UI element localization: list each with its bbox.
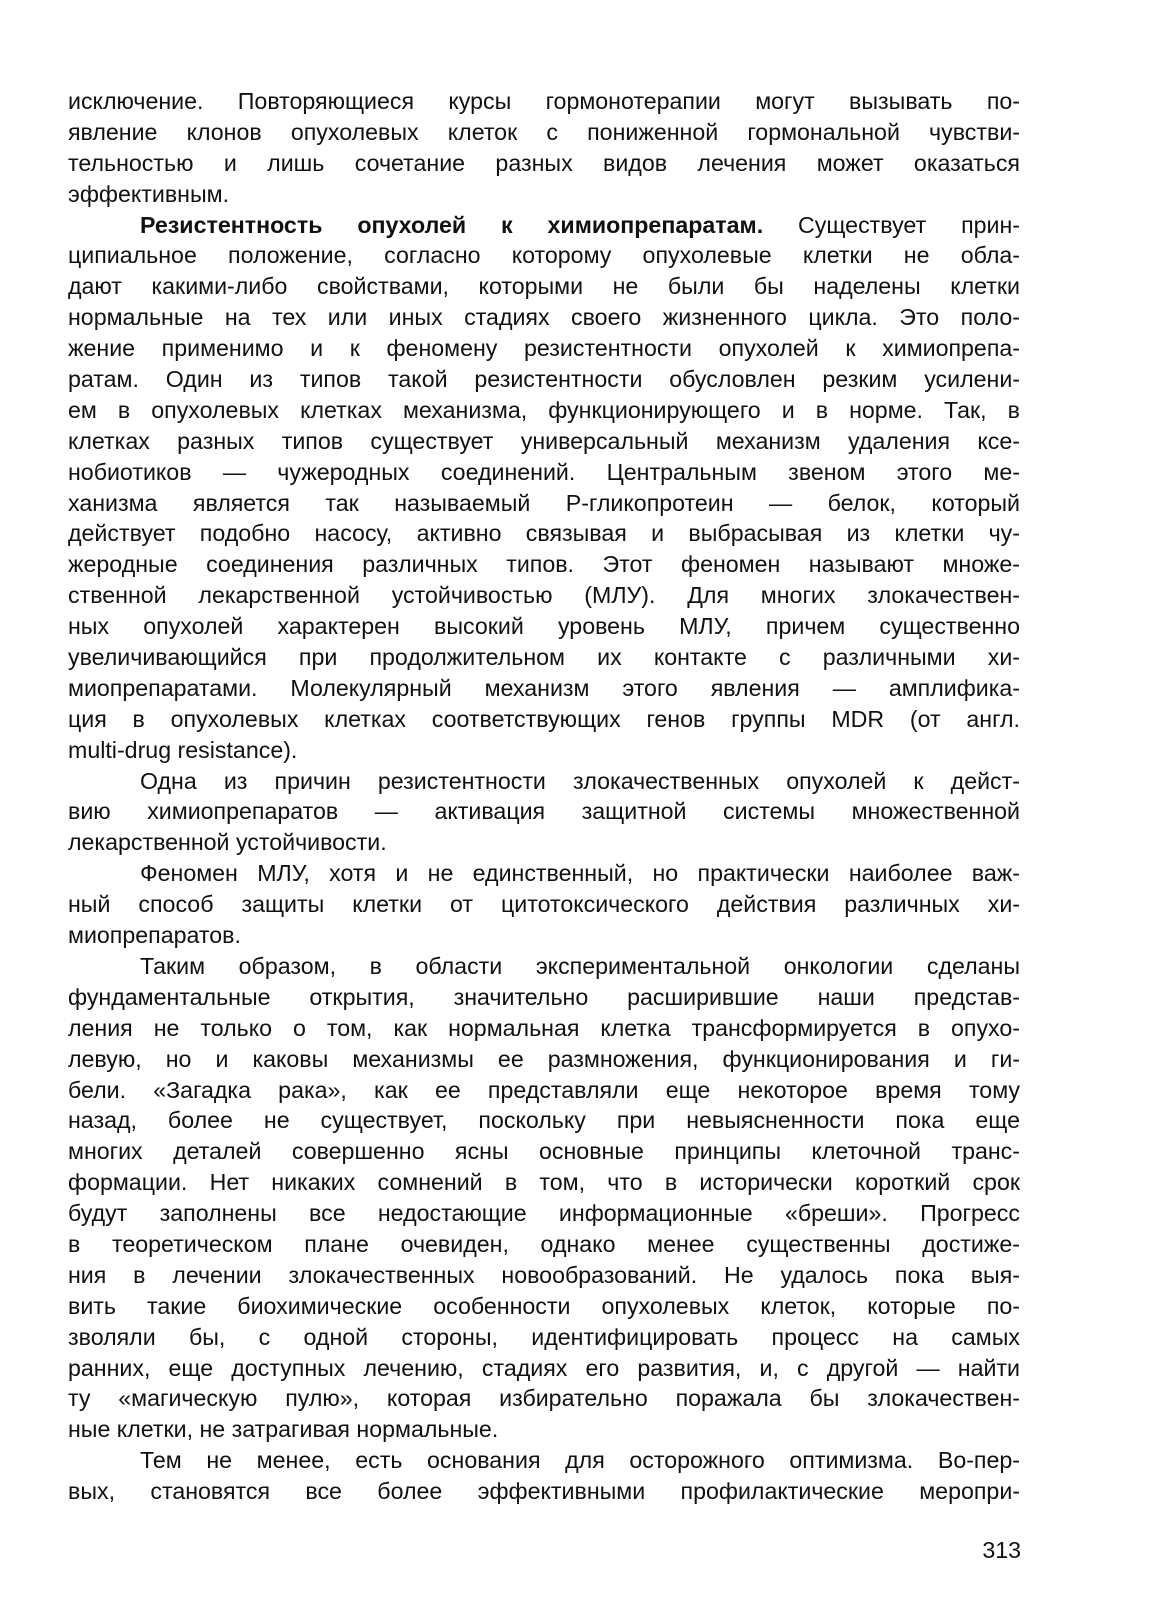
text-line: ственной лекарственной устойчивостью (МЛУ). Для многих злокачествен- (68, 582, 1020, 609)
text-line: фундаментальные открытия, значительно расширившие наши представ- (68, 983, 1020, 1010)
text-line: увеличивающийся при продолжительном их контакте с различными хи- (68, 644, 1020, 671)
text-line: ципиальное положение, согласно которому опухолевые клетки не обла- (68, 242, 1020, 269)
text-line: будут заполнены все недостающие информационные «бреши». Прогресс (68, 1200, 1020, 1227)
text-line: миопрепаратами. Молекулярный механизм этого явления — амплифика- (68, 674, 1020, 701)
text-line: многих деталей совершенно ясны основные принципы клеточной транс- (68, 1138, 1020, 1165)
text-line: Таким образом, в области экспериментальной онкологии сделаны (140, 952, 1020, 979)
text-line: исключение. Повторяющиеся курсы гормонотерапии могут вызывать по- (68, 88, 1020, 114)
text-line: вию химиопрепаратов — активация защитной системы множественной (68, 798, 1020, 825)
paragraph (68, 951, 1020, 1445)
text-line: multi-drug resistance). (68, 736, 298, 763)
text-line: ратам. Один из типов такой резистентности обусловлен резким усилени- (68, 366, 1020, 393)
text-line (68, 210, 1020, 241)
page-number: 313 (982, 1537, 1021, 1563)
text-line: нормальные на тех или иных стадиях своего жизненного цикла. Это поло- (68, 304, 1020, 331)
paragraph (68, 1445, 1020, 1507)
text-line: жение применимо и к феномену резистентности опухолей к химиопрепа- (68, 335, 1020, 362)
text-line: в теоретическом плане очевиден, однако менее существенны достиже- (68, 1230, 1020, 1257)
text-line: эффективным. (68, 180, 230, 207)
text-line: действует подобно насосу, активно связывая и выбрасывая из клетки чу- (68, 520, 1020, 547)
text-line: ту «магическую пулю», которая избирательно поражала бы злокачествен- (68, 1385, 1020, 1412)
text-line: Феномен МЛУ, хотя и не единственный, но практически наиболее важ- (140, 860, 1020, 887)
text-line: ем в опухолевых клетках механизма, функционирующего и в норме. Так, в (68, 396, 1020, 423)
text-line: ханизма является так называемый Р-гликопротеин — белок, который (68, 489, 1020, 516)
text-line: ния в лечении злокачественных новообразований. Не удалось пока выя- (68, 1261, 1020, 1288)
text-line: левую, но и каковы механизмы ее размножения, функционирования и ги- (68, 1045, 1020, 1072)
text-line: ных опухолей характерен высокий уровень МЛУ, причем существенно (68, 613, 1020, 640)
text-line: Одна из причин резистентности злокачественных опухолей к дейст- (140, 767, 1020, 794)
text-line: ранних, еще доступных лечению, стадиях его развития, и, с другой — найти (68, 1354, 1020, 1381)
paragraph (68, 766, 1020, 859)
page-body (68, 86, 1020, 1507)
text-line: вить такие биохимические особенности опухолевых клеток, которые по- (68, 1292, 1020, 1319)
text-line: нобиотиков — чужеродных соединений. Центральным звеном этого ме- (68, 458, 1020, 485)
paragraph (68, 210, 1020, 766)
text-line: ные клетки, не затрагивая нормальные. (68, 1416, 499, 1443)
text-line: тельностью и лишь сочетание разных видов лечения может оказаться (68, 149, 1020, 176)
text-line: зволяли бы, с одной стороны, идентифицировать процесс на самых (68, 1323, 1020, 1350)
text-line: Тем не менее, есть основания для осторожного оптимизма. Во-пер- (140, 1447, 1020, 1474)
text-line: миопрепаратов. (68, 922, 241, 949)
section-heading: Резистентность опухолей к химиопрепаратам. (140, 211, 764, 238)
text-fragment: Существует прин- (763, 211, 1020, 238)
text-line: ный способ защиты клетки от цитотоксического действия различных хи- (68, 891, 1020, 918)
text-line: дают какими-либо свойствами, которыми не были бы наделены клетки (68, 273, 1020, 300)
text-line: клетках разных типов существует универсальный механизм удаления ксе- (68, 427, 1020, 454)
text-line: жеродные соединения различных типов. Этот феномен называют множе- (68, 551, 1020, 578)
text-line: бели. «Загадка рака», как ее представляли еще некоторое время тому (68, 1076, 1020, 1103)
paragraph (68, 858, 1020, 951)
text-line: ления не только о том, как нормальная клетка трансформируется в опухо- (68, 1014, 1020, 1041)
text-line: вых, становятся все более эффективными профилактические меропри- (68, 1478, 1020, 1505)
text-line: ция в опухолевых клетках соответствующих генов группы MDR (от англ. (68, 705, 1020, 732)
text-line: назад, более не существует, поскольку при невыясненности пока еще (68, 1107, 1020, 1134)
text-line: явление клонов опухолевых клеток с пониженной гормональной чувстви- (68, 118, 1020, 145)
text-line: лекарственной устойчивости. (68, 829, 387, 856)
text-line: формации. Нет никаких сомнений в том, что в исторически короткий срок (68, 1169, 1020, 1196)
paragraph (68, 86, 1020, 210)
